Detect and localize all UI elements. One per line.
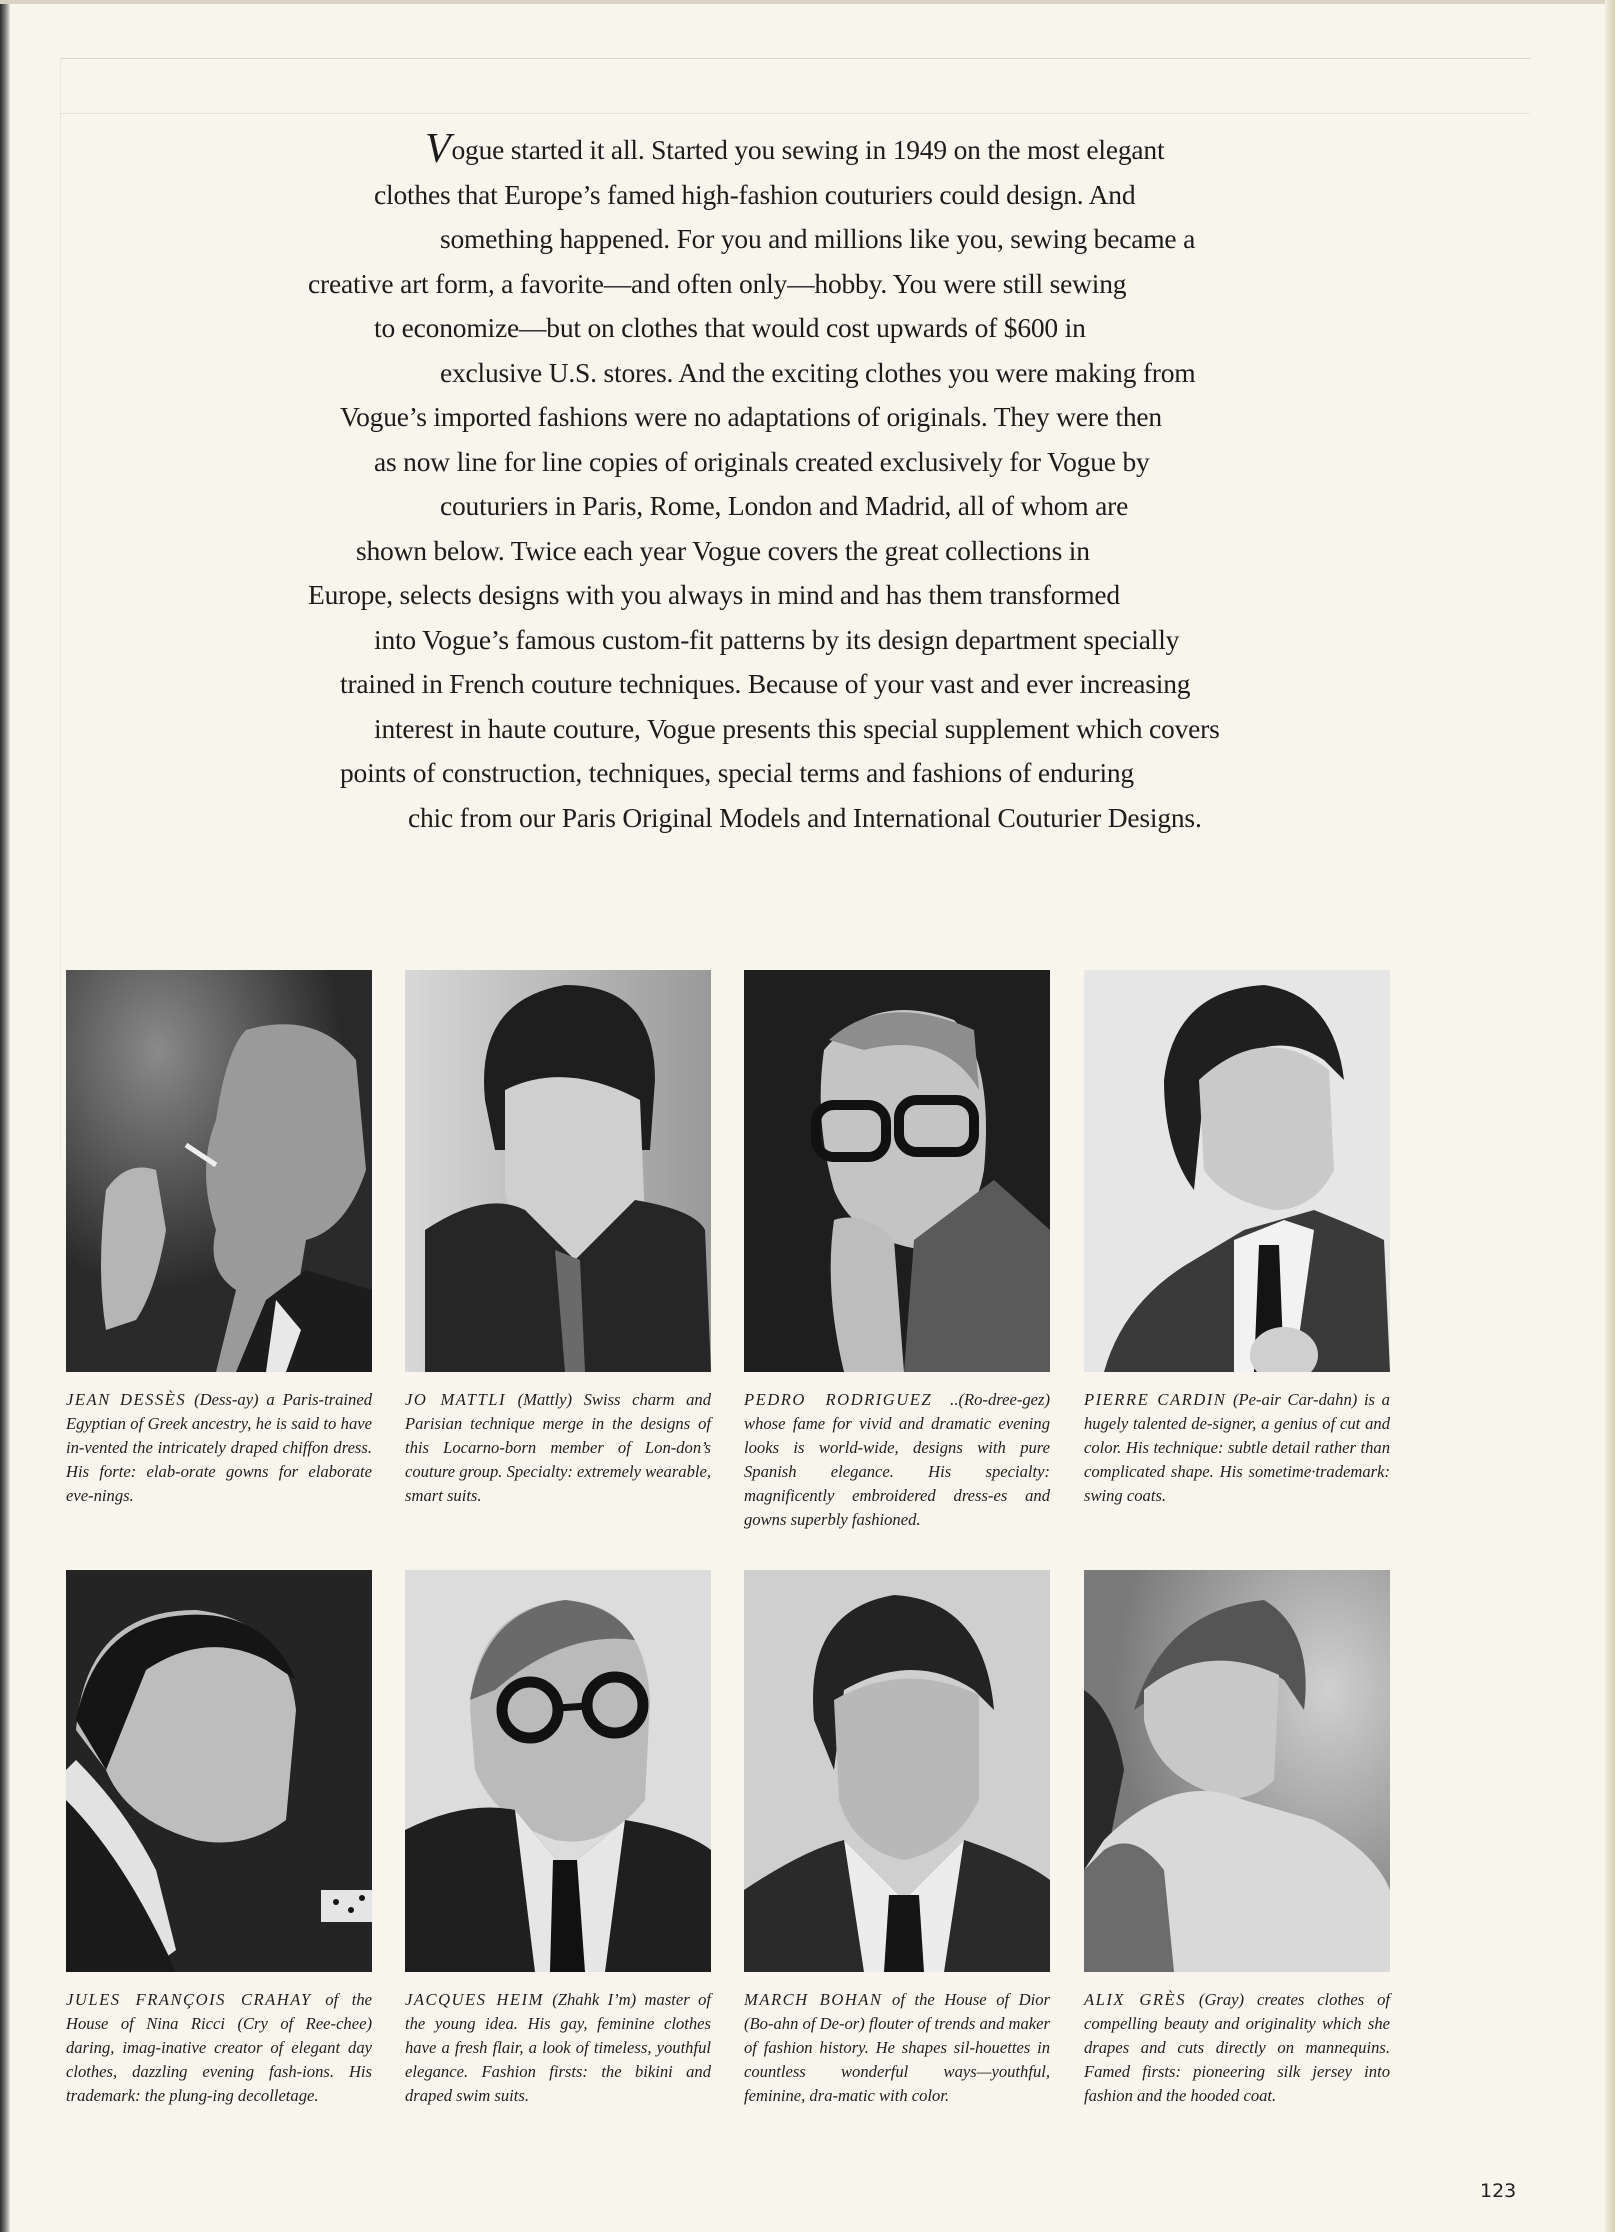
couturier-description: ..(Ro-dree-gez) whose fame for vivid and dramatic evening looks is world-wide, designs with pure Spanish elegance. His specialty: magnificently embroidered dress-es and gowns superbly fashioned. — [744, 1390, 1050, 1529]
portrait-photo — [744, 970, 1050, 1372]
couturier-description: of the House of Nina Ricci (Cry of Ree-chee) daring, imag-inative creator of elegant day clothes, dazzling evening fash-ions. His trademark: the plung-ing decolletage. — [66, 1990, 373, 2105]
intro-line: as now line for line copies of originals created exclusively for Vogue by — [374, 445, 1150, 477]
couturier-card-alix-gres — [1084, 1570, 1390, 2108]
intro-paragraph — [300, 128, 1390, 840]
portrait-caption — [1084, 1988, 1390, 2108]
portrait-image — [405, 1570, 711, 1972]
portrait-photo — [744, 1570, 1050, 1972]
show-through-rule — [60, 58, 1530, 59]
portrait-photo — [1084, 1570, 1390, 1972]
intro-line: Vogue’s imported fashions were no adaptations of originals. They were then — [340, 401, 1162, 432]
couturier-card-pedro-rodriguez — [744, 970, 1050, 1532]
portrait-photo — [405, 970, 711, 1372]
couturier-name: JO MATTLI — [405, 1390, 507, 1409]
intro-line: interest in haute couture, Vogue presents this special supplement which covers — [374, 712, 1220, 744]
intro-line: trained in French couture techniques. Because of your vast and ever increasing — [340, 668, 1191, 699]
couturier-card-jacques-heim — [405, 1570, 711, 2108]
portrait-photo — [405, 1570, 711, 1972]
couturier-name: JULES FRANÇOIS CRAHAY — [66, 1990, 312, 2009]
portrait-image — [405, 970, 711, 1372]
portrait-image — [66, 1570, 372, 1972]
portrait-photo — [66, 1570, 372, 1972]
portrait-caption — [405, 1388, 711, 1508]
intro-line: something happened. For you and millions like you, sewing became a — [440, 223, 1196, 254]
portrait-photo — [66, 970, 372, 1372]
portrait-image — [744, 970, 1050, 1372]
couturier-description: (Dess-ay) a Paris-trained Egyptian of Greek ancestry, he is said to have in-vented the intricately draped chiffon dress. His forte: elab-orate gowns for elaborate eve-nings. — [66, 1390, 372, 1505]
couturier-card-jo-mattli — [405, 970, 711, 1508]
portrait-image — [744, 1570, 1050, 1972]
intro-line: into Vogue’s famous custom-fit patterns by its design department specially — [374, 623, 1180, 655]
couturier-name: JEAN DESSÈS — [66, 1390, 187, 1409]
couturier-name: ALIX GRÈS — [1084, 1990, 1186, 2009]
portrait-image — [1084, 970, 1390, 1372]
couturier-description: of the House of Dior (Bo-ahn of De-or) flouter of trends and maker of fashion history. He shapes sil-houettes in countless wonderful ways—youthful, feminine, dra-matic with color. — [744, 1990, 1050, 2105]
portrait-caption — [405, 1988, 711, 2108]
couturier-card-jules-francois-crahay — [66, 1570, 372, 2108]
couturier-card-march-bohan — [744, 1570, 1050, 2108]
portrait-caption — [66, 1988, 372, 2108]
couturier-card-pierre-cardin — [1084, 970, 1390, 1508]
portrait-caption — [1084, 1388, 1390, 1508]
page-top-edge — [0, 0, 1615, 4]
portrait-image — [1084, 1570, 1390, 1972]
page-right-edge — [1605, 0, 1615, 2232]
intro-line: chic from our Paris Original Models and International Couturier Designs. — [408, 801, 1202, 833]
portrait-photo — [1084, 970, 1390, 1372]
intro-line: points of construction, techniques, special terms and fashions of enduring — [340, 757, 1134, 788]
page-number: 123 — [1480, 2180, 1517, 2202]
couturier-description: (Mattly) Swiss charm and Parisian technique merge in the designs of this Locarno-born member of Lon-don’s couture group. Specialty: extremely wearable, smart suits. — [405, 1390, 711, 1505]
intro-line: couturiers in Paris, Rome, London and Madrid, all of whom are — [440, 490, 1129, 521]
intro-line: Europe, selects designs with you always in mind and has them transformed — [308, 579, 1120, 610]
intro-line: shown below. Twice each year Vogue covers the great collections in — [356, 534, 1090, 566]
portrait-image — [66, 970, 372, 1372]
couturier-name: JACQUES HEIM — [405, 1990, 544, 2009]
couturier-description: (Zhahk I’m) master of the young idea. His gay, feminine clothes have a fresh flair, a look of timeless, youthful elegance. Fashion firsts: the bikini and draped swim suits. — [405, 1990, 711, 2105]
couturier-name: PEDRO RODRIGUEZ — [744, 1390, 933, 1409]
intro-line: exclusive U.S. stores. And the exciting clothes you were making from — [440, 356, 1196, 388]
portrait-caption — [744, 1388, 1050, 1532]
drop-cap: V — [425, 126, 451, 172]
couturier-name: PIERRE CARDIN — [1084, 1390, 1227, 1409]
show-through-rule — [60, 113, 1530, 114]
portrait-caption — [66, 1388, 372, 1508]
couturier-description: (Pe-air Car-dahn) is a hugely talented de-signer, a genius of cut and color. His technique: subtle detail rather than complicated shape. His sometime·trademark: swing coats. — [1084, 1390, 1390, 1505]
intro-line: Vogue started it all. Started you sewing in 1949 on the most elegant — [425, 126, 1165, 172]
portrait-caption — [744, 1988, 1050, 2108]
couturier-name: MARCH BOHAN — [744, 1990, 883, 2009]
intro-line: to economize—but on clothes that would cost upwards of $600 in — [374, 312, 1086, 343]
couturier-description: (Gray) creates clothes of compelling beauty and originality which she drapes and cuts directly on mannequins. Famed firsts: pioneering silk jersey into fashion and the hooded coat. — [1084, 1990, 1391, 2105]
couturier-card-jean-desses — [66, 970, 372, 1508]
intro-line: clothes that Europe’s famed high-fashion couturiers could design. And — [374, 178, 1136, 210]
book-spine-shadow — [0, 0, 10, 2232]
intro-line: creative art form, a favorite—and often only—hobby. You were still sewing — [308, 267, 1127, 299]
